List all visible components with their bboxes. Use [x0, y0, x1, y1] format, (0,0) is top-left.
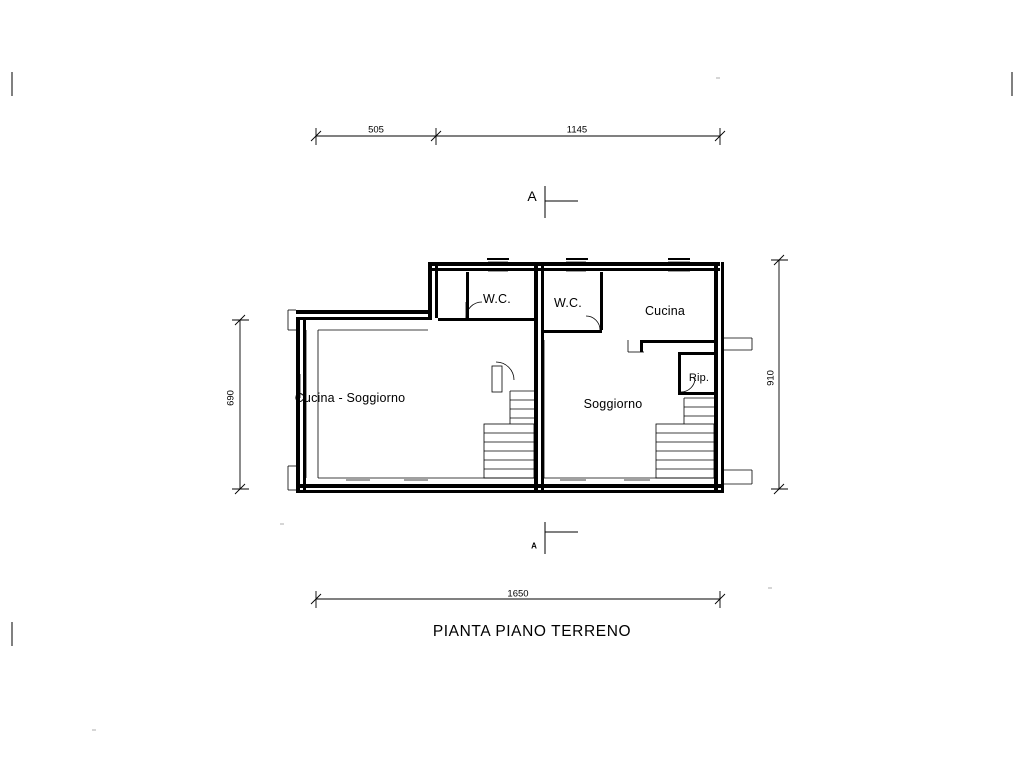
dimension-label-1145: 1145 — [566, 124, 588, 136]
room-label-cucina-soggiorno: Cucina - Soggiorno — [294, 391, 406, 405]
room-label-cucina: Cucina — [644, 304, 686, 318]
sheet-edge-ticks — [12, 72, 1012, 646]
room-label-soggiorno: Soggiorno — [583, 397, 643, 411]
section-marker-bottom: A — [531, 541, 537, 551]
dimension-label-690: 690 — [225, 390, 237, 406]
room-label-ripostiglio: Rip. — [688, 372, 710, 384]
room-label-wc-left: W.C. — [483, 292, 511, 306]
drawing-title: PIANTA PIANO TERRENO — [432, 623, 632, 640]
dimension-label-910: 910 — [765, 370, 777, 386]
staircase-right — [656, 398, 714, 478]
staircase-left — [484, 366, 534, 478]
dimension-label-1650: 1650 — [507, 588, 529, 600]
section-marker-top: A — [527, 188, 537, 204]
dimension-label-505: 505 — [368, 124, 384, 136]
room-label-wc-right: W.C. — [554, 296, 582, 310]
section-line-markers — [545, 186, 578, 554]
